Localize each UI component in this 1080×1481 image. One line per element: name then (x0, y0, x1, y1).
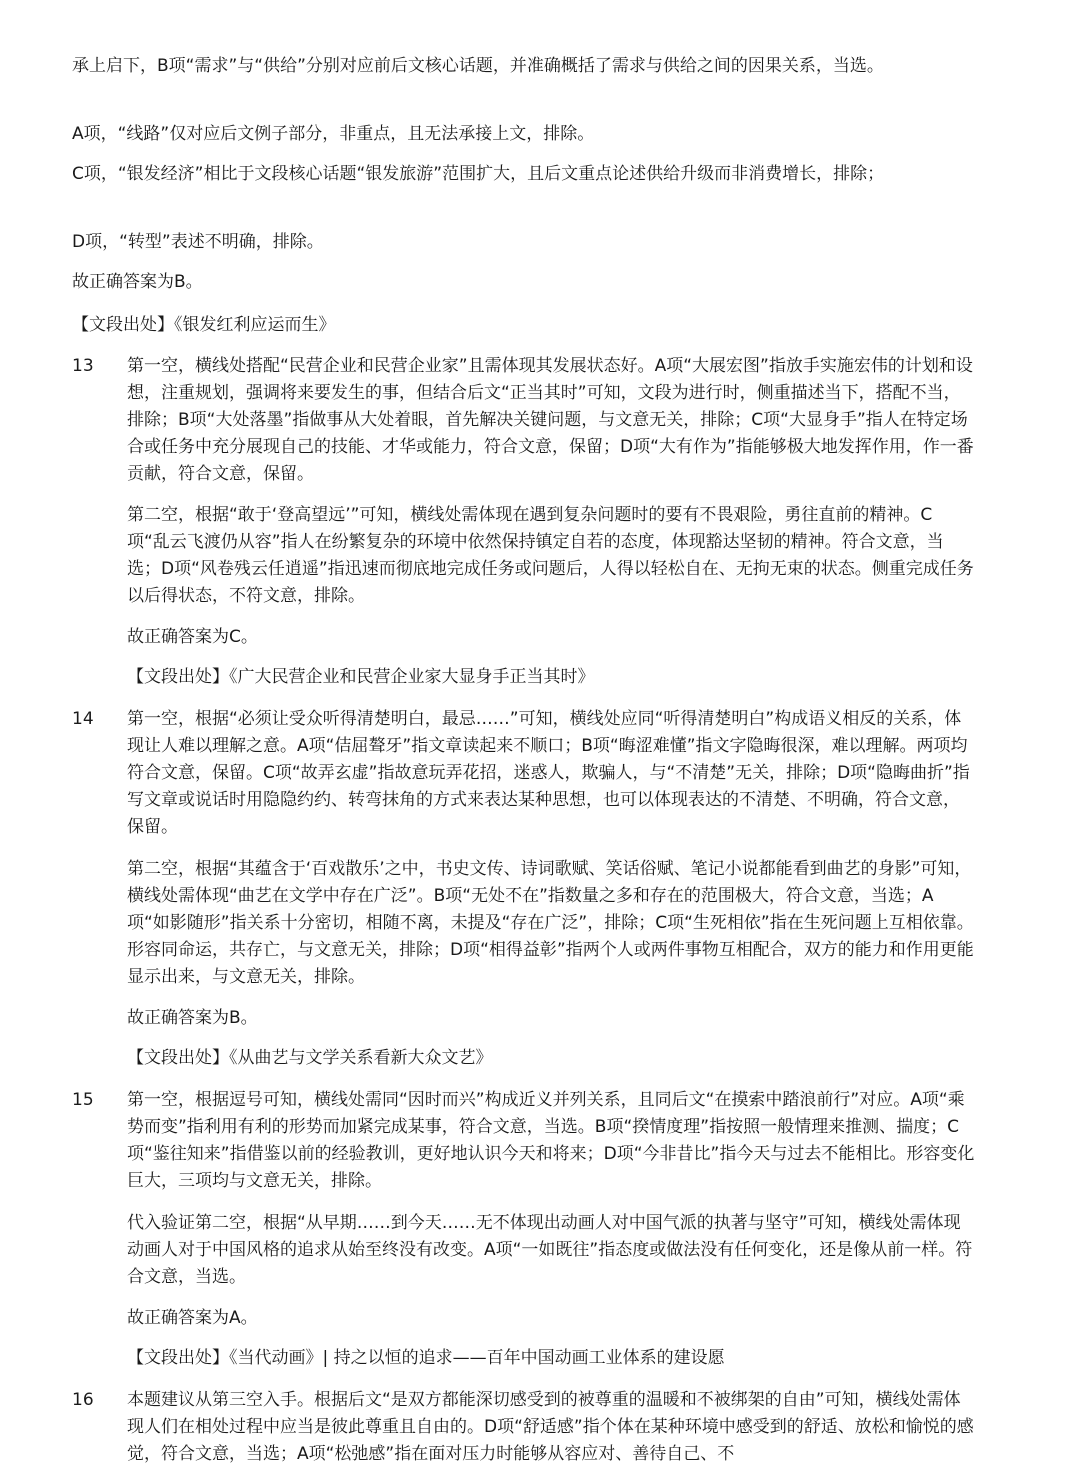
q16-first-blank: 本题建议从第三空入手。根据后文“是双方都能深切感受到的被尊重的温暖和不被绑架的自由”可知，横线处需体现人们在相处过程中应当是彼此尊重且自由的。D项“舒适感”指个体在某种环境中感受到的舒适、放松和愉悦的感觉，符合文意，当选；A项“松弛感”指在面对压力时能够从容应对、善待自己、不 (127, 1390, 974, 1464)
question-number: 15 (72, 1090, 94, 1110)
paragraph-a-explanation: A项，“线路”仅对应后文例子部分，非重点，且无法承接上文，排除。 (72, 124, 595, 144)
q14-answer: 故正确答案为B。 (127, 1008, 258, 1028)
paragraph-c-explanation: C项，“银发经济”相比于文段核心话题“银发旅游”范围扩大，且后文重点论述供给升级而非消费增长，排除； (72, 164, 885, 184)
q15-source: 【文段出处】《当代动画》| 持之以恒的追求——百年中国动画工业体系的建设愿 (127, 1348, 725, 1368)
q13-answer: 故正确答案为C。 (127, 627, 258, 647)
question-number: 16 (72, 1390, 94, 1410)
q13-first-blank: 第一空，横线处搭配“民营企业和民营企业家”且需体现其发展状态好。A项“大展宏图”指放手实施宏伟的计划和设想，注重规划，强调将来要发生的事，但结合后文“正当其时”可知，文段为进行时，侧重描述当下，搭配不当，排除；B项“大处落墨”指做事从大处着眼，首先解决关键问题，与文意无关，排除；C项“大显身手”指人在特定场合或任务中充分展现自己的技能、才华或能力，符合文意，保留；D项“大有作为”指能够极大地发挥作用，作一番贡献，符合文意，保留。 (127, 356, 974, 484)
question-number: 13 (72, 356, 94, 376)
q14-first-blank: 第一空，根据“必须让受众听得清楚明白，最忌……”可知，横线处应同“听得清楚明白”构成语义相反的关系，体现让人难以理解之意。A项“佶屈聱牙”指文章读起来不顺口；B项“晦涩难懂”指文字隐晦很深，难以理解。两项均符合文意，保留。C项“故弄玄虚”指故意玩弄花招，迷惑人，欺骗人，与“不清楚”无关，排除；D项“隐晦曲折”指写文章或说话时用隐隐约约、转弯抹角的方式来表达某种思想，也可以体现表达的不清楚、不明确，符合文意，保留。 (127, 709, 970, 837)
q13-second-blank: 第二空，根据“敢于‘登高望远’”可知，横线处需体现在遇到复杂问题时的要有不畏艰险，勇往直前的精神。C项“乱云飞渡仍从容”指人在纷繁复杂的环境中依然保持镇定自若的态度，体现豁达坚韧的精神。符合文意，当选；D项“风卷残云任逍遥”指迅速而彻底地完成任务或问题后，人得以轻松自在、无拘无束的状态。侧重完成任务以后得状态，不符文意，排除。 (127, 505, 974, 606)
q14-source: 【文段出处】《从曲艺与文学关系看新大众文艺》 (127, 1048, 493, 1068)
q15-second-blank: 代入验证第二空，根据“从早期……到今天……无不体现出动画人对中国气派的执著与坚守”可知，横线处需体现动画人对于中国风格的追求从始至终没有改变。A项“一如既往”指态度或做法没有任何变化，还是像从前一样。符合文意，当选。 (127, 1213, 973, 1287)
paragraph-d-explanation: D项，“转型”表述不明确，排除。 (72, 232, 324, 252)
q14-second-blank: 第二空，根据“其蕴含于‘百戏散乐’之中，书史文传、诗词歌赋、笑话俗赋、笔记小说都能看到曲艺的身影”可知，横线处需体现“曲艺在文学中存在广泛”。B项“无处不在”指数量之多和存在的范围极大，符合文意，当选；A项“如影随形”指关系十分密切，相随不离，未提及“存在广泛”，排除；C项“生死相依”指在生死问题上互相依靠。形容同命运，共存亡，与文意无关，排除；D项“相得益彰”指两个人或两件事物互相配合，双方的能力和作用更能显示出来，与文意无关，排除。 (127, 859, 974, 987)
source-line: 【文段出处】《银发红利应运而生》 (72, 315, 336, 335)
question-number: 14 (72, 709, 94, 729)
q15-first-blank: 第一空，根据逗号可知，横线处需同“因时而兴”构成近义并列关系，且同后文“在摸索中踏浪前行”对应。A项“乘势而变”指利用有利的形势而加紧完成某事，符合文意，当选。B项“揆情度理”指按照一般情理来推测、揣度；C项“鉴往知来”指借鉴以前的经验教训，更好地认识今天和将来；D项“今非昔比”指今天与过去不能相比。形容变化巨大，三项均与文意无关，排除。 (127, 1090, 975, 1191)
q15-answer: 故正确答案为A。 (127, 1308, 258, 1328)
answer-line: 故正确答案为B。 (72, 272, 203, 292)
paragraph-b-explanation: 承上启下，B项“需求”与“供给”分别对应前后文核心话题，并准确概括了需求与供给之间的因果关系，当选。 (72, 56, 884, 76)
q13-source: 【文段出处】《广大民营企业和民营企业家大显身手正当其时》 (127, 667, 595, 687)
